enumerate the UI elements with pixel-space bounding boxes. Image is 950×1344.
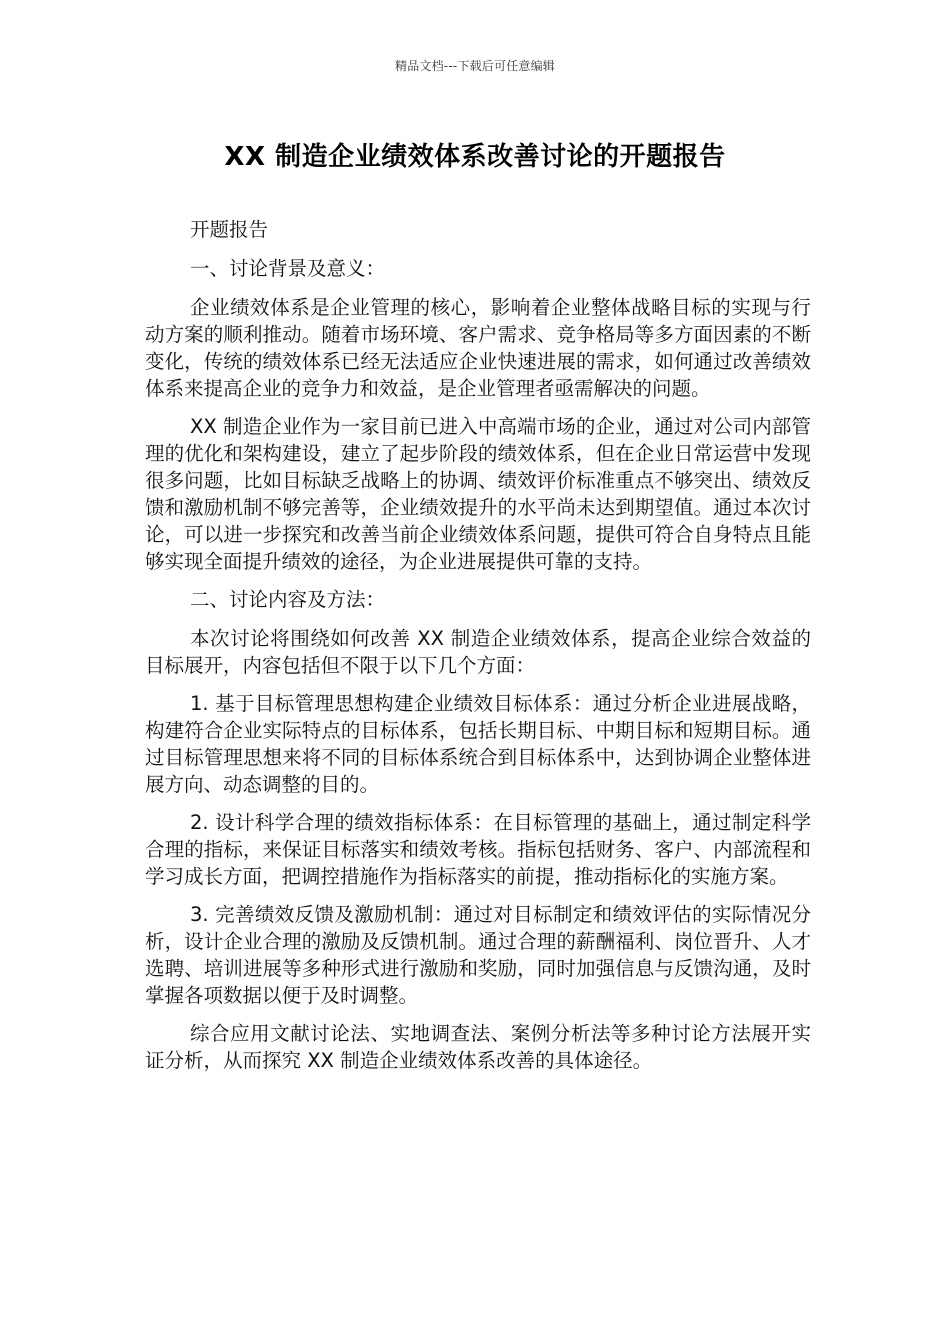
section-heading-content: 二、讨论内容及方法： xyxy=(190,588,386,611)
header-note: 精品文档---下载后可任意编辑 xyxy=(395,59,555,73)
list-item-3: 3. 完善绩效反馈及激励机制：通过对目标制定和绩效评估的实际情况分析，设计企业合理的激励及反馈机制。通过合理的薪酬福利、岗位晋升、人才选聘、培训进展等多种形式进行激励和奖励，同时加强信息与反馈沟通，及时掌握各项数据以便于及时调整。 xyxy=(145,903,811,1007)
paragraph-methods: 综合应用文献讨论法、实地调查法、案例分析法等多种讨论方法展开实证分析，从而探究 XX 制造企业绩效体系改善的具体途径。 xyxy=(145,1022,811,1072)
list-item-1: 1. 基于目标管理思想构建企业绩效目标体系：通过分析企业进展战略，构建符合企业实际特点的目标体系，包括长期目标、中期目标和短期目标。通过目标管理思想来将不同的目标体系统合到目标体系中，达到协调企业整体进展方向、动态调整的目的。 xyxy=(145,692,811,796)
section-label-report: 开题报告 xyxy=(190,218,269,241)
paragraph-background-2: XX 制造企业作为一家目前已进入中高端市场的企业，通过对公司内部管理的优化和架构建设，建立了起步阶段的绩效体系，但在企业日常运营中发现很多问题，比如目标缺乏战略上的协调、绩效评价标准重点不够突出、绩效反馈和激励机制不够完善等，企业绩效提升的水平尚未达到期望值。通过本次讨论，可以进一步探究和改善当前企业绩效体系问题，提供可符合自身特点且能够实现全面提升绩效的途径，为企业进展提供可靠的支持。 xyxy=(145,415,811,573)
document-body xyxy=(145,216,811,1085)
paragraph-background-1: 企业绩效体系是企业管理的核心，影响着企业整体战略目标的实现与行动方案的顺利推动。随着市场环境、客户需求、竞争格局等多方面因素的不断变化，传统的绩效体系已经无法适应企业快速进展的需求，如何通过改善绩效体系来提高企业的竞争力和效益，是企业管理者亟需解决的问题。 xyxy=(145,296,811,400)
section-heading-background: 一、讨论背景及意义： xyxy=(190,257,386,280)
paragraph-content-intro: 本次讨论将围绕如何改善 XX 制造企业绩效体系，提高企业综合效益的目标展开，内容包括但不限于以下几个方面： xyxy=(145,627,811,677)
list-item-2: 2. 设计科学合理的绩效指标体系：在目标管理的基础上，通过制定科学合理的指标，来保证目标落实和绩效考核。指标包括财务、客户、内部流程和学习成长方面，把调控措施作为指标落实的前提，推动指标化的实施方案。 xyxy=(145,811,811,888)
document-title: XX 制造企业绩效体系改善讨论的开题报告 xyxy=(224,142,726,172)
